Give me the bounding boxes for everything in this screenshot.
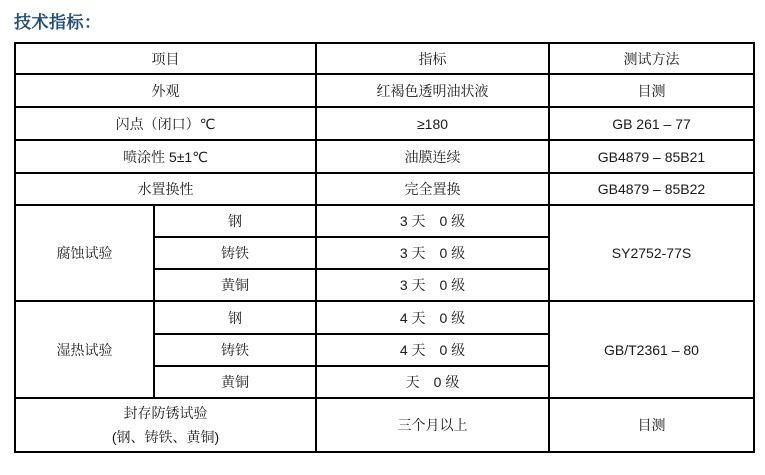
cell-method: GB4879 – 85B22 bbox=[549, 173, 754, 205]
cell-indicator: ≥180 bbox=[316, 107, 549, 140]
cell-item: 水置换性 bbox=[15, 173, 316, 205]
cell-item-storage-rust bbox=[15, 398, 316, 452]
cell-indicator: 完全置换 bbox=[316, 173, 549, 205]
storage-rust-line1: 封存防锈试验 bbox=[123, 404, 208, 421]
spec-table bbox=[14, 42, 755, 453]
cell-method: 目测 bbox=[549, 398, 754, 452]
cell-indicator: 3 天 0 级 bbox=[316, 237, 549, 269]
cell-indicator: 3 天 0 级 bbox=[316, 269, 549, 301]
cell-item: 铸铁 bbox=[154, 237, 316, 269]
cell-item: 闪点（闭口）℃ bbox=[15, 107, 316, 140]
cell-group-corrosion: 腐蚀试验 bbox=[15, 205, 154, 301]
table-row-corrosion-steel bbox=[15, 205, 754, 237]
cell-item: 黄铜 bbox=[154, 366, 316, 398]
cell-method: GB4879 – 85B21 bbox=[549, 140, 754, 173]
cell-method-corrosion: SY2752-77S bbox=[549, 205, 754, 301]
table-row-storage-rust bbox=[15, 398, 754, 452]
cell-indicator: 油膜连续 bbox=[316, 140, 549, 173]
table-row-damp-heat-steel bbox=[15, 301, 754, 334]
cell-indicator: 3 天 0 级 bbox=[316, 205, 549, 237]
cell-method-damp-heat: GB/T2361 – 80 bbox=[549, 301, 754, 398]
cell-indicator: 天 0 级 bbox=[316, 366, 549, 398]
cell-indicator: 4 天 0 级 bbox=[316, 301, 549, 334]
table-row-water-displacement bbox=[15, 173, 754, 205]
cell-item: 钢 bbox=[154, 301, 316, 334]
table-row-appearance bbox=[15, 74, 754, 107]
cell-item: 外观 bbox=[15, 74, 316, 107]
table-row-flash-point bbox=[15, 107, 754, 140]
cell-indicator: 红褐色透明油状液 bbox=[316, 74, 549, 107]
column-header-method: 测试方法 bbox=[549, 43, 754, 74]
cell-group-damp-heat: 湿热试验 bbox=[15, 301, 154, 398]
storage-rust-line2: (钢、铸铁、黄铜) bbox=[111, 429, 220, 445]
cell-method: GB 261 – 77 bbox=[549, 107, 754, 140]
page-title: 技术指标： bbox=[14, 13, 102, 32]
cell-item: 铸铁 bbox=[154, 334, 316, 366]
cell-indicator: 三个月以上 bbox=[316, 398, 549, 452]
column-header-indicator: 指标 bbox=[316, 43, 549, 74]
cell-item: 钢 bbox=[154, 205, 316, 237]
cell-indicator: 4 天 0 级 bbox=[316, 334, 549, 366]
cell-method: 目测 bbox=[549, 74, 754, 107]
table-row-sprayability bbox=[15, 140, 754, 173]
column-header-item: 项目 bbox=[15, 43, 316, 74]
cell-item: 黄铜 bbox=[154, 269, 316, 301]
cell-item: 喷涂性 5±1℃ bbox=[15, 140, 316, 173]
table-header-row bbox=[15, 43, 754, 74]
